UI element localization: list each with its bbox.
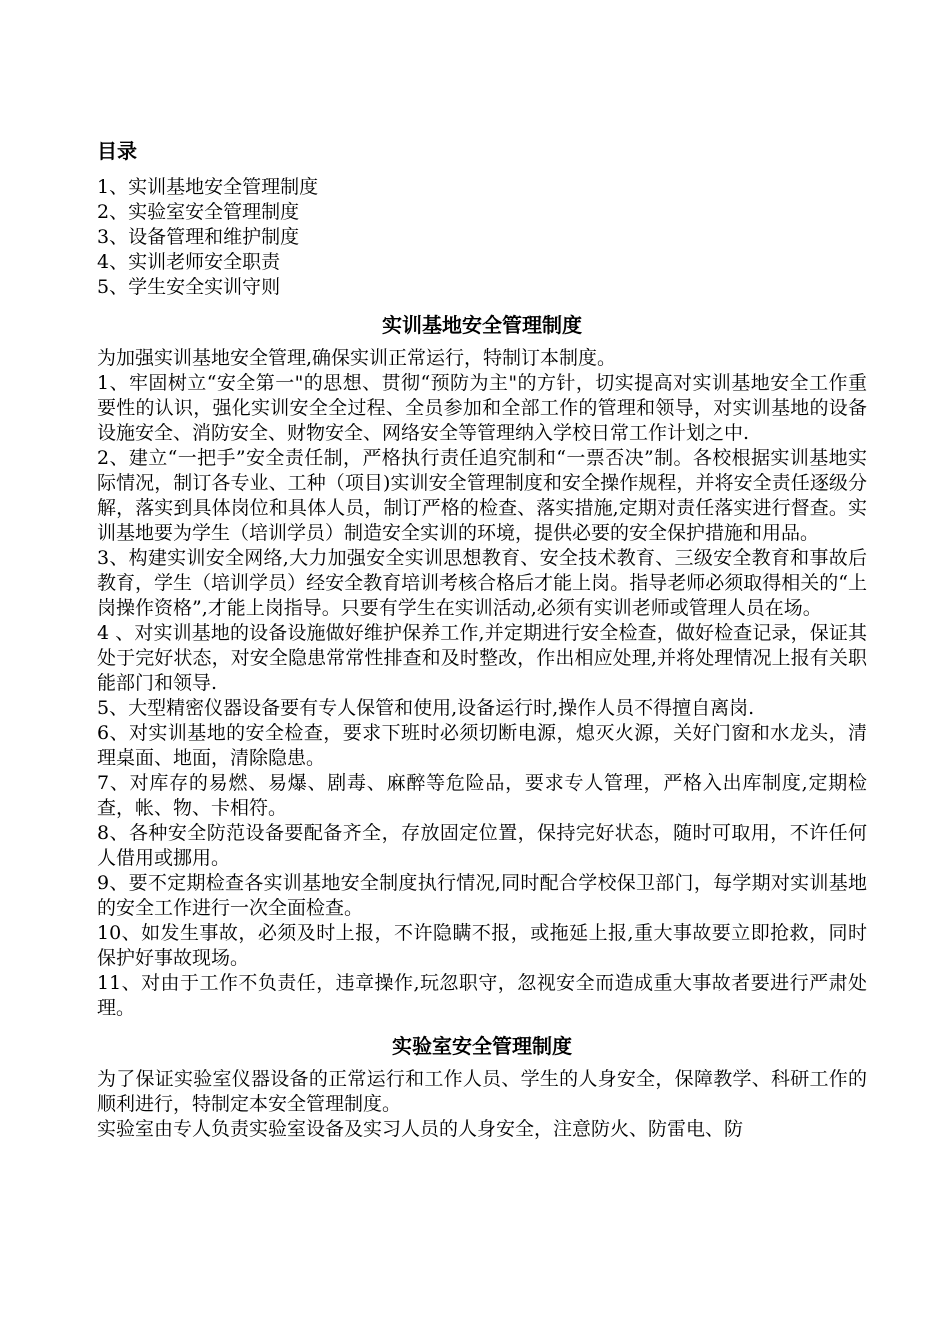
paragraph: 4 、对实训基地的设备设施做好维护保养工作,并定期进行安全检查，做好检查记录，保证其处于完好状态，对安全隐患常常性排查和及时整改，作出相应处理,并将处理情况上报有关职能部门和领导. <box>97 622 867 694</box>
section-title: 实验室安全管理制度 <box>392 1034 572 1058</box>
toc-item: 4、实训老师安全职责 <box>97 251 281 273</box>
paragraph: 3、构建实训安全网络,大力加强安全实训思想教育、安全技术教育、三级安全教育和事故后教育，学生（培训学员）经安全教育培训考核合格后才能上岗。指导老师必须取得相关的“上岗操作资格”,才能上岗指导。只要有学生在实训活动,必须有实训老师或管理人员在场。 <box>97 547 867 619</box>
section-title: 实训基地安全管理制度 <box>382 313 582 337</box>
toc-item: 2、实验室安全管理制度 <box>97 201 300 223</box>
paragraph: 9、要不定期检查各实训基地安全制度执行情况,同时配合学校保卫部门，每学期对实训基地的安全工作进行一次全面检查。 <box>97 872 867 919</box>
paragraph: 1、牢固树立“安全第一"的思想、贯彻“预防为主"的方针，切实提高对实训基地安全工作重要性的认识，强化实训安全全过程、全员参加和全部工作的管理和领导，对实训基地的设备设施安全、消防安全、财物安全、网络安全等管理纳入学校日常工作计划之中. <box>97 372 867 444</box>
paragraph: 5、大型精密仪器设备要有专人保管和使用,设备运行时,操作人员不得擅自离岗. <box>97 697 755 719</box>
document-page <box>97 133 867 1142</box>
paragraph: 10、如发生事故，必须及时上报，不许隐瞒不报，或拖延上报,重大事故要立即抢救，同时保护好事故现场。 <box>97 922 867 969</box>
paragraph: 6、对实训基地的安全检查，要求下班时必须切断电源，熄灭火源，关好门窗和水龙头，清理桌面、地面，清除隐患。 <box>97 722 867 769</box>
toc-title: 目录 <box>97 139 137 163</box>
toc-item: 1、实训基地安全管理制度 <box>97 176 319 198</box>
toc-item: 3、设备管理和维护制度 <box>97 226 300 248</box>
paragraph: 为加强实训基地安全管理,确保实训正常运行，特制订本制度。 <box>97 347 617 369</box>
paragraph: 2、建立“一把手”安全责任制，严格执行责任追究制和“一票否决”制。各校根据实训基地实际情况，制订各专业、工种（项目)实训安全管理制度和安全操作规程，并将安全责任逐级分解，落实到具体岗位和具体人员，制订严格的检查、落实措施,定期对责任落实进行督查。实训基地要为学生（培训学员）制造安全实训的环境，提供必要的安全保护措施和用品。 <box>97 447 867 544</box>
paragraph: 7、对库存的易燃、易爆、剧毒、麻醉等危险品，要求专人管理，严格入出库制度,定期检查，帐、物、卡相符。 <box>97 772 867 819</box>
paragraph: 8、各种安全防范设备要配备齐全，存放固定位置，保持完好状态，随时可取用，不许任何人借用或挪用。 <box>97 822 867 869</box>
toc-list <box>97 175 867 300</box>
toc-item: 5、学生安全实训守则 <box>97 276 281 298</box>
paragraph: 实验室由专人负责实验室设备及实习人员的人身安全，注意防火、防雷电、防 <box>97 1118 744 1140</box>
paragraph: 11、对由于工作不负责任，违章操作,玩忽职守，忽视安全而造成重大事故者要进行严肃处理。 <box>97 972 867 1019</box>
paragraph: 为了保证实验室仪器设备的正常运行和工作人员、学生的人身安全，保障教学、科研工作的顺利进行，特制定本安全管理制度。 <box>97 1068 867 1115</box>
